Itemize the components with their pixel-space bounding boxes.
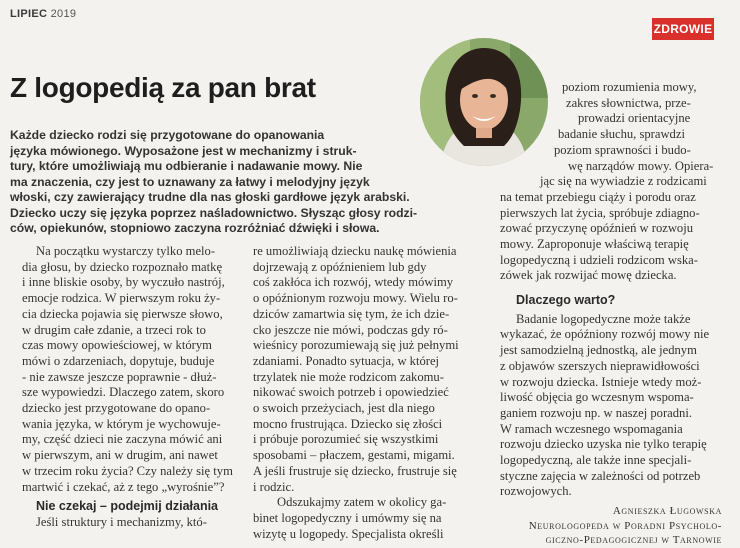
- body-line: w pierwszym, ani w drugim, ani nawet: [22, 448, 218, 463]
- body-line: coś zakłóca ich rozwój, wtedy mówimy: [253, 275, 454, 290]
- body-line: ganiem rozwoju np. w naszej poradni.: [500, 405, 692, 420]
- body-line: sposobami – płaczem, gestami, migami.: [253, 448, 455, 463]
- body-line: nikować swoich potrzeb i opowiedzieć: [253, 385, 449, 400]
- body-line: prowadzi orientacyjne: [578, 111, 691, 126]
- body-line: jest samodzielną jednostką, ale jednym: [500, 343, 697, 358]
- article-column-2: [253, 244, 475, 542]
- body-line: zakres słownictwa, prze-: [566, 95, 691, 110]
- body-line: emocje rodzica. W pierwszym roku ży-: [22, 291, 221, 306]
- body-line: mocno frustrująca. Dziecko się złości: [253, 416, 443, 431]
- article-lead: [10, 128, 465, 237]
- body-line: dziecko jest przygotowane do opano-: [22, 401, 211, 416]
- body-line: dia głosu, by dziecko rozpoznało matkę: [22, 259, 223, 274]
- body-line: Jeśli struktury i mechanizmy, któ-: [36, 514, 207, 529]
- body-line: dziców zamartwia się tym, że ich dzie-: [253, 306, 450, 321]
- body-line: cia dziecka pojawia się pierwsze słowo,: [22, 306, 223, 321]
- body-line: dojrzewają z opóźnieniem lub gdy: [253, 259, 427, 274]
- body-line: Na początku wystarczy tylko melo-: [36, 244, 216, 258]
- body-line: my, część dzieci nie zaczyna mówić ani: [22, 432, 223, 447]
- body-line: - nie zawsze jeszcze poprawnie - dłuż-: [22, 369, 217, 384]
- article-column-3: [500, 293, 722, 548]
- body-line: na temat przebiegu ciąży i porodu oraz: [500, 189, 696, 204]
- article-title: Z logopedią za pan brat: [10, 72, 316, 103]
- body-line: wykazać, że opóźniony rozwój mowy nie: [500, 327, 710, 342]
- article-column-3-top: [422, 80, 718, 284]
- issue-month: LIPIEC: [10, 8, 48, 20]
- lead-line: Każde dziecko rodzi się przygotowane do opanowania: [10, 128, 325, 142]
- issue-date: [10, 8, 76, 20]
- body-line: Badanie logopedyczne może także: [516, 311, 691, 326]
- body-line: czas mowy opowieściowej, w którym: [22, 338, 212, 353]
- body-line: cko jeszcze nie mówi, podczas gdy ró-: [253, 322, 448, 337]
- body-line: i rodzic.: [253, 479, 295, 494]
- body-line: logopedyczną, ale także inne specjali-: [500, 453, 692, 468]
- body-line: binet logopedyczny i umówmy się na: [253, 510, 442, 525]
- author-role: giczno-Pedagogicznej w Tarnowie: [545, 534, 722, 547]
- body-line: w drugim całe zdanie, a trzeci rok to: [22, 322, 206, 337]
- body-line: w rozwoju dziecka. Istnieje wtedy moż-: [500, 374, 702, 389]
- body-line: o swoich przeżyciach, jest dla niego: [253, 401, 435, 416]
- lead-line: ma znaczenia, czy jest to uznawany za łatwy i melodyjny język: [10, 174, 370, 189]
- body-line: i inne bliskie osoby, by wyczuło nastrój,: [22, 275, 225, 290]
- body-line: trzylatek nie może rodzicom zakomu-: [253, 369, 444, 384]
- author-role: Neurologopeda w Poradni Psycholo-: [528, 519, 722, 532]
- body-line: re umożliwiają dziecku naukę mówienia: [253, 244, 457, 258]
- lead-line: języka mówionego. Wyposażone jest w mechanizmy i struk-: [10, 143, 357, 158]
- body-line: Odszukajmy zatem w okolicy ga-: [277, 495, 447, 510]
- body-line: wania języka, w którym je wychowuje-: [22, 416, 221, 431]
- body-line: jąc się na wywiadzie z rodzicami: [540, 174, 707, 189]
- body-line: wę narządów mowy. Opiera-: [568, 158, 714, 173]
- body-line: w trzecim roku życia? Czy należy się tym: [22, 463, 233, 478]
- body-line: wizytę u logopedy. Specjalista określi: [253, 526, 444, 541]
- body-line: pierwszych lat życia, spróbuje zdiagno-: [500, 205, 700, 220]
- body-line: zówek jak rozwijać mowę dziecka.: [500, 268, 677, 283]
- body-line: martwić i czekać, aż z tego „wyrośnie”?: [22, 479, 225, 494]
- body-line: poziom sprawności i budo-: [554, 142, 691, 157]
- body-line: i próbuje porozumieć się wszystkimi: [253, 432, 439, 447]
- body-line: liwość objęcia go wczesnym wspoma-: [500, 390, 694, 405]
- lead-line: tury, które umożliwiają mu odbieranie i nadawanie mowy. Nie: [10, 159, 363, 173]
- lead-line: Dziecko uczy się języka poprzez naśladownictwo. Słysząc głosy rodzi-: [10, 205, 418, 220]
- body-line: sze wypowiedzi. Dlaczego zatem, skoro: [22, 385, 225, 400]
- body-line: logopedyczną i udzieli rodzicom wska-: [500, 252, 698, 267]
- lead-line: włoski, czy zawierający trudne dla nas głoski gardłowe język arabski.: [10, 190, 410, 204]
- lead-line: ców, opiekunów, stopniowo zaczyna rozróżniać dźwięki i słowa.: [10, 221, 380, 235]
- body-line: A jeśli frustruje się dziecko, frustruje się: [253, 463, 457, 478]
- body-line: rozwoju dziecko uzyska nie tylko terapię: [500, 437, 707, 452]
- body-line: rozwojowych.: [500, 484, 572, 499]
- body-line: W ramach wczesnego wspomagania: [500, 421, 683, 436]
- body-line: o opóźnionym rozwoju mowy. Wielu ro-: [253, 291, 458, 306]
- body-line: mówi o zdarzeniach, dopytuje, buduje: [22, 353, 215, 368]
- body-line: zdaniami. Ponadto sytuacja, w której: [253, 353, 440, 368]
- author-signature: [500, 504, 722, 548]
- section-heading: Dlaczego warto?: [516, 293, 616, 307]
- issue-year: 2019: [50, 8, 77, 20]
- author-name: Agnieszka Ługowska: [612, 505, 722, 518]
- body-line: wieśnicy porozumiewają się już pełnymi: [253, 338, 459, 353]
- article-column-1: [22, 244, 244, 531]
- section-tag: ZDROWIE: [652, 18, 714, 40]
- body-line: zować przyczynę opóźnień w rozwoju: [500, 221, 694, 236]
- body-line: badanie słuchu, sprawdzi: [558, 127, 685, 142]
- body-line: mowy. Zaproponuje właściwą terapię: [500, 237, 689, 252]
- body-line: z objawów szerszych nieprawidłowości: [500, 358, 700, 373]
- body-line: styczne zajęcia w zależności od potrzeb: [500, 468, 701, 483]
- body-line: poziom rozumienia mowy,: [562, 80, 697, 94]
- section-heading: Nie czekaj – podejmij działania: [36, 499, 219, 514]
